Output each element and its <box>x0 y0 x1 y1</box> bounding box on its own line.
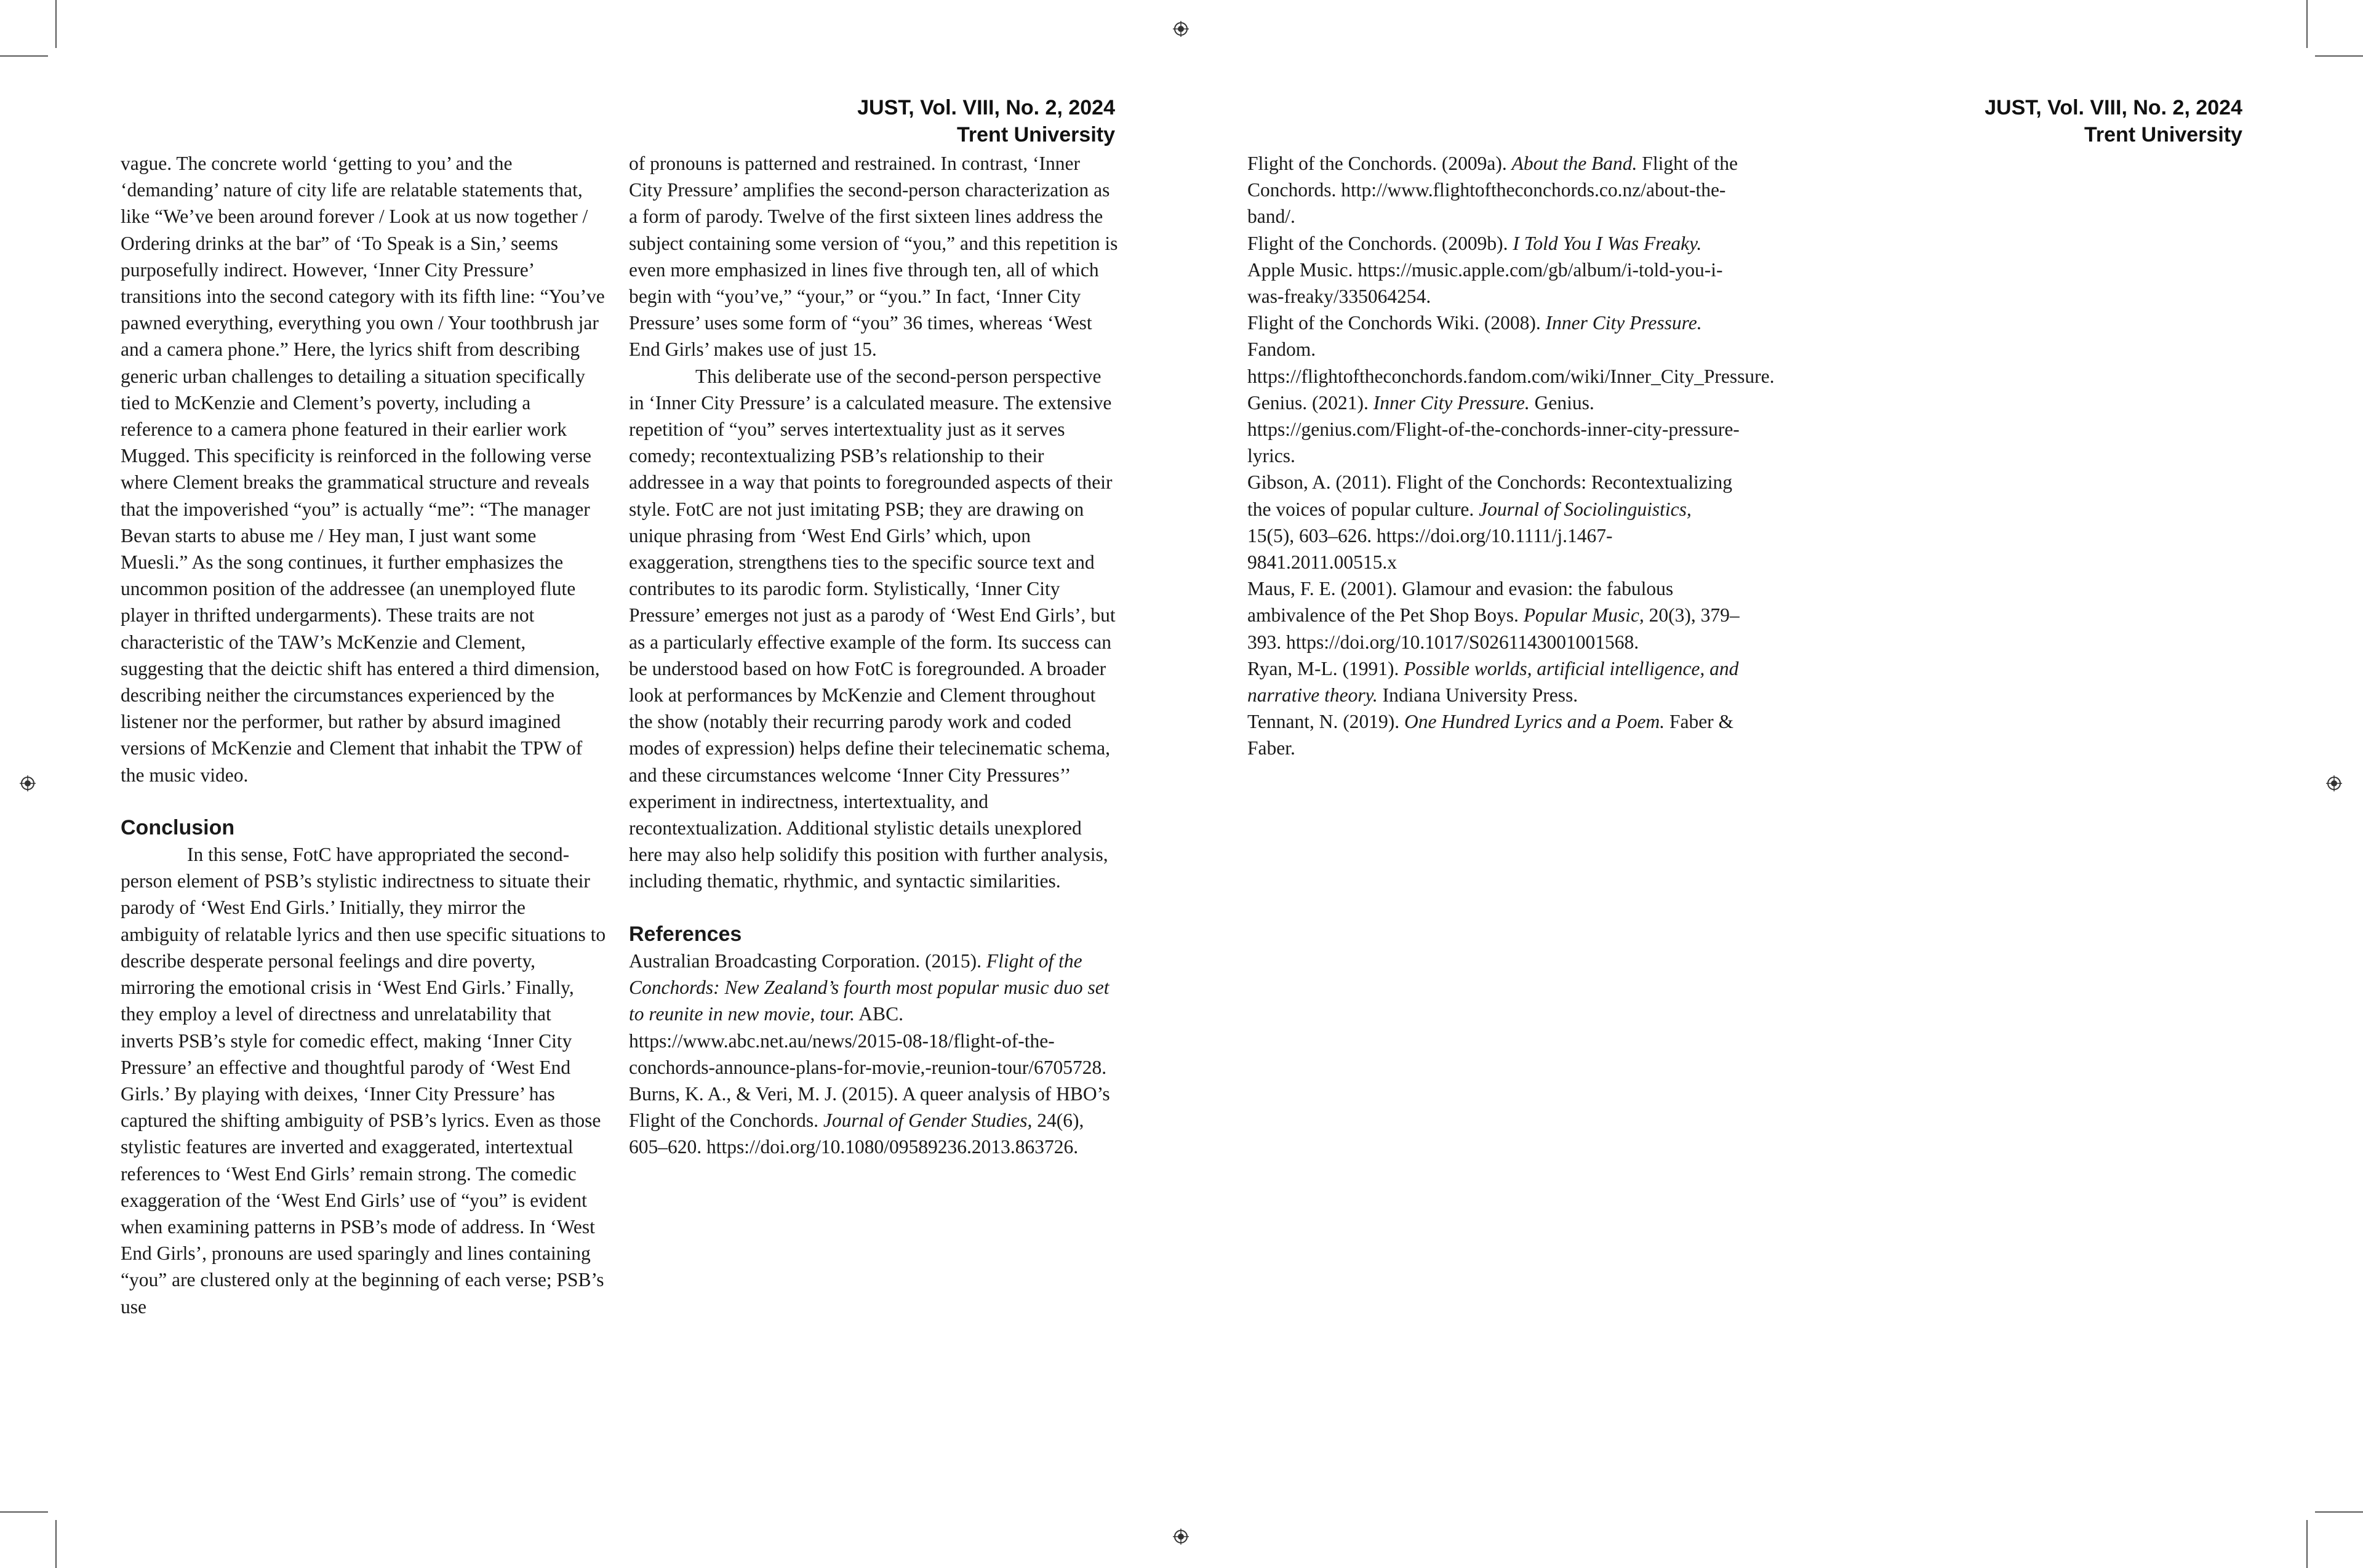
reference-entry: Gibson, A. (2011). Flight of the Conchords: Recontextualizing the voices of popular culture. Journal of Sociolinguistics, 15(5), 603–626. https://doi.org/10.1111/j.1467-9841.2011.00515.x <box>1247 471 1732 574</box>
reference-entry: Ryan, M-L. (1991). Possible worlds, artificial intelligence, and narrative theory. Indiana University Press. <box>1247 657 1739 706</box>
crop-mark <box>55 0 57 48</box>
reference-entry: Genius. (2021). Inner City Pressure. Genius. https://genius.com/Flight-of-the-conchords-inner-city-pressure-lyrics. <box>1247 391 1740 467</box>
crop-mark <box>2306 1520 2308 1568</box>
body-paragraph: of pronouns is patterned and restrained. In contrast, ‘Inner City Pressure’ amplifies the second-person characterization as a form of parody. Twelve of the first sixteen lines address the subject containing some version of “you,” and this repetition is even more emphasized in lines five through ten, all of which begin with “you’ve,” “your,” or “you.” In fact, ‘Inner City Pressure’ uses some form of “you” 36 times, whereas ‘West End Girls’ makes use of just 15. <box>629 153 1118 361</box>
registration-mark-icon <box>1173 1529 1189 1545</box>
university-name: Trent University <box>957 123 1115 146</box>
body-paragraph: vague. The concrete world ‘getting to you’ and the ‘demanding’ nature of city life are relatable statements that, like “We’ve been around forever / Look at us now together / Ordering drinks at the bar” of ‘To Speak is a Sin,’ seems purposefully indirect. However, ‘Inner City Pressure’ transitions into the second category with its fifth line: “You’ve pawned everything, everything you own / Your toothbrush jar and a camera phone.” Here, the lyrics shift from describing generic urban challenges to detailing a situation specifically tied to McKenzie and Clement’s poverty, including a reference to a camera phone featured in their earlier work Mugged. This specificity is reinforced in the following verse where Clement breaks the grammatical structure and reveals that the impoverished “you” is actually “me”: “The manager Bevan starts to abuse me / Hey man, I just want some Muesli.” As the song continues, it further emphasizes the uncommon position of the addressee (an unemployed flute player in thrifted undergarments). These traits are not characteristic of the TAW’s McKenzie and Clement, suggesting that the deictic shift has entered a third dimension, describing neither the circumstances experienced by the listener nor the performer, but rather by absurd imagined versions of McKenzie and Clement that inhabit the TPW of the music video. <box>121 153 605 786</box>
reference-entry: Flight of the Conchords. (2009a). About the Band. Flight of the Conchords. http://www.flightoftheconchords.co.nz/about-the-band/. <box>1247 153 1738 228</box>
reference-entry: Flight of the Conchords. (2009b). I Told You I Was Freaky. Apple Music. https://music.apple.com/gb/album/i-told-you-i-was-freaky/335064254. <box>1247 232 1723 308</box>
reference-entry: Australian Broadcasting Corporation. (2015). Flight of the Conchords: New Zealand’s fourth most popular music duo set to reunite in new movie, tour. ABC. https://www.abc.net.au/news/2015-08-18/flight-of-the-conchords-announce-plans-for-movie,-reunion-tour/6705728. <box>629 950 1110 1078</box>
references-heading: References <box>629 922 742 946</box>
reference-entry: Flight of the Conchords Wiki. (2008). Inner City Pressure. Fandom. https://flightoftheconchords.fandom.com/wiki/Inner_City_Pressure. <box>1247 312 1775 387</box>
text-column-1 <box>121 150 607 1320</box>
conclusion-heading: Conclusion <box>121 815 235 839</box>
running-header-right <box>1754 94 2242 148</box>
crop-mark <box>55 1520 57 1568</box>
body-paragraph: In this sense, FotC have appropriated the second-person element of PSB’s stylistic indirectness to situate their parody of ‘West End Girls.’ Initially, they mirror the ambiguity of relatable lyrics and then use specific situations to describe desperate personal feelings and dire poverty, mirroring the emotional crisis in ‘West End Girls.’ Finally, they employ a level of directness and unrelatability that inverts PSB’s style for comedic effect, making ‘Inner City Pressure’ an effective and thoughtful parody of ‘West End Girls.’ By playing with deixes, ‘Inner City Pressure’ has captured the shifting ambiguity of PSB’s lyrics. Even as those stylistic features are inverted and exaggerated, intertextual references to ‘West End Girls’ remain strong. The comedic exaggeration of the ‘West End Girls’ use of “you” is evident when examining patterns in PSB’s mode of address. In ‘West End Girls’, pronouns are used sparingly and lines containing “you” are clustered only at the beginning of each verse; PSB’s use <box>121 844 606 1318</box>
crop-mark <box>0 55 48 57</box>
text-column-3 <box>1247 150 1775 762</box>
reference-entry: Burns, K. A., & Veri, M. J. (2015). A queer analysis of HBO’s Flight of the Conchords. Journal of Gender Studies, 24(6), 605–620. https://doi.org/10.1080/09589236.2013.863726. <box>629 1082 1110 1158</box>
registration-mark-icon <box>20 775 36 791</box>
journal-title: JUST, Vol. VIII, No. 2, 2024 <box>857 96 1115 119</box>
university-name: Trent University <box>2084 123 2242 146</box>
registration-mark-icon <box>2326 775 2342 791</box>
crop-mark <box>2315 55 2363 57</box>
registration-mark-icon <box>1173 21 1189 37</box>
journal-title: JUST, Vol. VIII, No. 2, 2024 <box>1985 96 2242 119</box>
crop-mark <box>0 1511 48 1513</box>
reference-entry: Tennant, N. (2019). One Hundred Lyrics and a Poem. Faber & Faber. <box>1247 711 1734 759</box>
body-paragraph: This deliberate use of the second-person perspective in ‘Inner City Pressure’ is a calculated measure. The extensive repetition of “you” serves intertextuality just as it serves comedy; recontextualizing PSB’s relationship to their addressee in a way that points to foregrounded aspects of their style. FotC are not just imitating PSB; they are drawing on unique phrasing from ‘West End Girls’ which, upon exaggeration, strengthens ties to the specific source text and contributes to its parodic form. Stylistically, ‘Inner City Pressure’ emerges not just as a parody of ‘West End Girls’, but as a particularly effective example of the form. Its success can be understood based on how FotC is foregrounded. A broader look at performances by McKenzie and Clement throughout the show (notably their recurring parody work and coded modes of expression) helps define their telecinematic schema, and these circumstances welcome ‘Inner City Pressures’’ experiment in indirectness, intertextuality, and recontextualization. Additional stylistic details unexplored here may also help solidify this position with further analysis, including thematic, rhythmic, and syntactic similarities. <box>629 365 1116 892</box>
running-header-left <box>615 94 1115 148</box>
text-column-2 <box>629 150 1118 1161</box>
crop-mark <box>2315 1511 2363 1513</box>
reference-entry: Maus, F. E. (2001). Glamour and evasion: the fabulous ambivalence of the Pet Shop Boys. Popular Music, 20(3), 379–393. https://doi.org/10.1017/S0261143001001568. <box>1247 578 1740 653</box>
crop-mark <box>2306 0 2308 48</box>
